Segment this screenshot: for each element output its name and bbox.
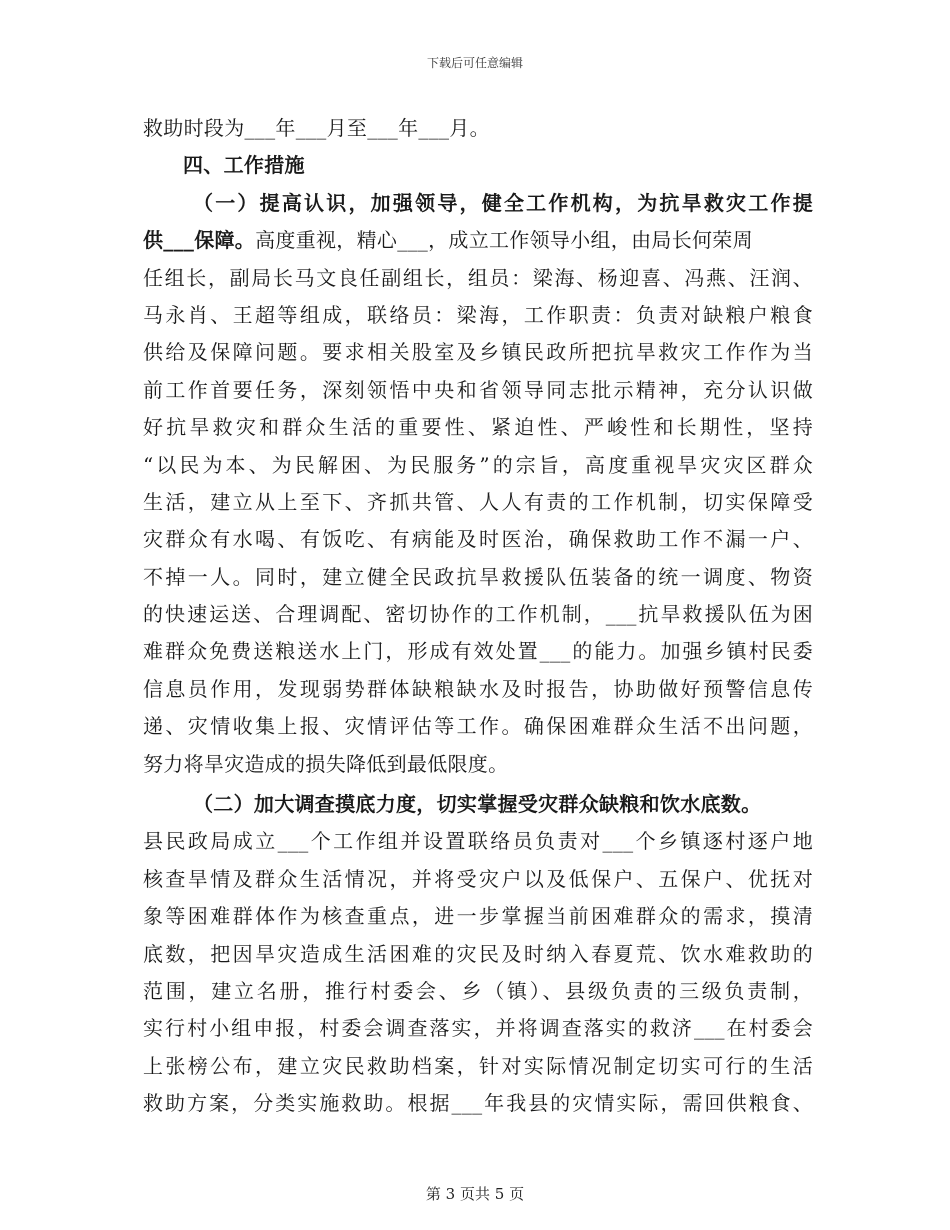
paragraph-line: 递、灾情收集上报、灾情评估等工作。确保困难群众生活不出问题， <box>143 714 813 739</box>
subsection-title: （一）提高认识，加强领导，健全工作机构，为抗旱救灾工作提 <box>193 190 813 215</box>
page-header: 下载后可任意编辑 <box>426 56 523 70</box>
paragraph-line <box>143 222 813 259</box>
paragraph-line: 前工作首要任务，深刻领悟中央和省领导同志批示精神，充分认识做 <box>143 377 813 402</box>
paragraph-line: 核查旱情及群众生活情况，并将受灾户以及低保户、五保户、优抚对 <box>143 866 813 891</box>
document-body <box>143 110 813 1123</box>
paragraph-line: “以民为本、为民解困、为民服务”的宗旨，高度重视旱灾灾区群众 <box>143 452 813 477</box>
paragraph-line: 任组长，副局长马文良任副组长，组员：梁海、杨迎喜、冯燕、汪润、 <box>143 265 813 290</box>
section-heading: 四、工作措施 <box>183 153 305 178</box>
subsection-title: （二）加大调查摸底力度，切实掌握受灾群众缺粮和饮水底数。 <box>193 792 762 817</box>
paragraph-line: 象等困难群体作为核查重点，进一步掌握当前困难群众的需求，摸清 <box>143 904 813 929</box>
paragraph-line: 难群众免费送粮送水上门，形成有效处置___的能力。加强乡镇村民委 <box>143 639 813 664</box>
paragraph-line: 的快速运送、合理调配、密切协作的工作机制，___抗旱救援队伍为困 <box>143 602 813 627</box>
page-footer: 第 3 页共 5 页 <box>425 1185 525 1203</box>
paragraph-line: 实行村小组申报，村委会调查落实，并将调查落实的救济___在村委会 <box>143 1016 813 1041</box>
paragraph-line: 好抗旱救灾和群众生活的重要性、紧迫性、严峻性和长期性，坚持 <box>143 415 813 440</box>
paragraph-text: 高度重视，精心___，成立工作领导小组，由局长何荣周 <box>255 228 753 253</box>
paragraph-line: 灾群众有水喝、有饭吃、有病能及时医治，确保救助工作不漏一户、 <box>143 527 813 552</box>
paragraph-line: 救助时段为___年___月至___年___月。 <box>143 116 490 140</box>
paragraph-line: 救助方案，分类实施救助。根据___年我县的灾情实际，需回供粮食、 <box>143 1091 813 1116</box>
paragraph-line: 供给及保障问题。要求相关股室及乡镇民政所把抗旱救灾工作作为当 <box>143 340 813 365</box>
paragraph-line: 上张榜公布，建立灾民救助档案，针对实际情况制定切实可行的生活 <box>143 1053 813 1078</box>
paragraph-line: 信息员作用，发现弱势群体缺粮缺水及时报告，协助做好预警信息传 <box>143 676 813 701</box>
paragraph-line: 不掉一人。同时，建立健全民政抗旱救援队伍装备的统一调度、物资 <box>143 564 813 589</box>
paragraph-line: 马永肖、王超等组成，联络员：梁海，工作职责：负责对缺粮户粮食 <box>143 302 813 327</box>
subsection-title-end: 供___保障。 <box>143 228 256 253</box>
paragraph-line: 底数，把因旱灾造成生活困难的灾民及时纳入春夏荒、饮水难救助的 <box>143 941 813 966</box>
paragraph-line: 县民政局成立___个工作组并设置联络员负责对___个乡镇逐村逐户地 <box>143 829 813 854</box>
paragraph-line: 生活，建立从上至下、齐抓共管、人人有责的工作机制，切实保障受 <box>143 489 813 514</box>
paragraph-line: 范围，建立名册，推行村委会、乡（镇）、县级负责的三级负责制， <box>143 978 813 1003</box>
paragraph-line: 努力将旱灾造成的损失降低到最低限度。 <box>143 751 509 776</box>
